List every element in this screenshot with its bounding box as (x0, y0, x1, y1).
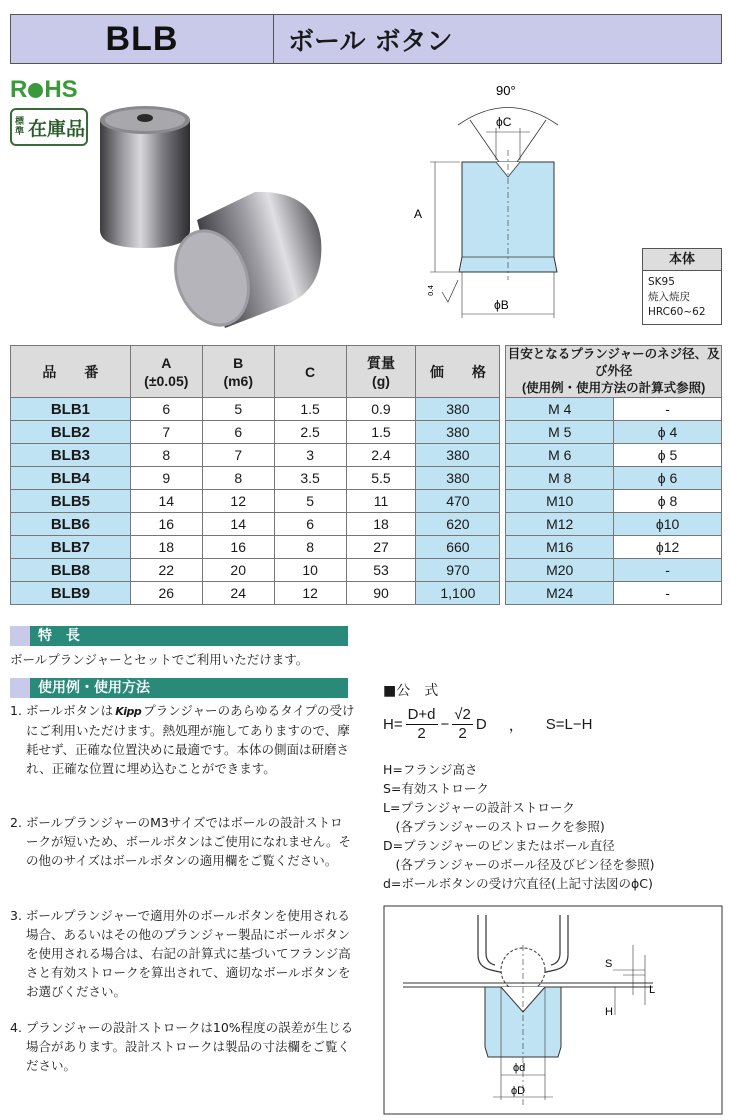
cell-mass: 27 (346, 536, 416, 559)
header-part: 品 番 (11, 346, 131, 398)
cell-a: 16 (130, 513, 202, 536)
b-dim-label: ϕB (494, 298, 509, 312)
cell-a: 18 (130, 536, 202, 559)
rohs-logo: R HS (10, 76, 78, 103)
cell-c: 10 (274, 559, 346, 582)
product-name: ボール ボタン (274, 15, 721, 63)
cell-part: BLB3 (11, 444, 131, 467)
cell-b: 16 (202, 536, 274, 559)
cell-b: 8 (202, 467, 274, 490)
features-text: ボールプランジャーとセットでご利用いただけます。 (10, 652, 309, 667)
dimension-drawing (400, 80, 600, 330)
cell-b: 6 (202, 421, 274, 444)
cell-pin: - (614, 582, 722, 605)
cell-c: 5 (274, 490, 346, 513)
h-label: H (605, 1006, 613, 1018)
cell-pin: - (614, 559, 722, 582)
title-bar (10, 14, 722, 64)
cell-c: 8 (274, 536, 346, 559)
formula-title: ■公 式 (383, 683, 439, 699)
cell-pin: ϕ 8 (614, 490, 722, 513)
table-row (11, 444, 722, 467)
material-line: HRC60~62 (648, 306, 706, 318)
table-row (11, 421, 722, 444)
cell-part: BLB5 (11, 490, 131, 513)
header-plunger: 目安となるプランジャーのネジ径、及び外径 (使用例・使用方法の計算式参照) (506, 346, 722, 398)
cell-price: 380 (416, 444, 500, 467)
product-code: BLB (11, 15, 274, 63)
material-line: SK95 (648, 276, 675, 288)
a-dim-label: A (414, 207, 423, 221)
usage-heading: 使用例・使用方法 (10, 678, 348, 698)
cell-b: 12 (202, 490, 274, 513)
material-header: 本体 (643, 249, 721, 271)
cell-a: 8 (130, 444, 202, 467)
cell-b: 14 (202, 513, 274, 536)
cell-a: 7 (130, 421, 202, 444)
cell-mass: 0.9 (346, 398, 416, 421)
cell-part: BLB6 (11, 513, 131, 536)
cell-pin: ϕ 4 (614, 421, 722, 444)
header-a: A (±0.05) (130, 346, 202, 398)
cell-thread: M 8 (506, 467, 614, 490)
usage-item-3: 3. ボールプランジャーで適用外のボールボタンを使用される場合、あるいはその他のプランジャー製品にボールボタンを使用される場合は、右記の計算式に基づいてフランジ高さと有効ストロークを算出されて、適切なボールボタンをお選びください。 (10, 908, 351, 999)
header-c: C (274, 346, 346, 398)
table-row (11, 582, 722, 605)
cell-price: 470 (416, 490, 500, 513)
features-heading: 特 長 (10, 626, 348, 646)
product-photo (85, 100, 345, 330)
usage-item-2: 2. ボールプランジャーのM3サイズではボールの設計ストロークが短いため、ボールボタンはご使用になれません。その他のサイズはボールボタンの適用欄をご覧ください。 (10, 815, 352, 868)
s-label: S (605, 958, 613, 970)
cell-b: 7 (202, 444, 274, 467)
table-row (11, 536, 722, 559)
cell-price: 380 (416, 467, 500, 490)
cell-thread: M 6 (506, 444, 614, 467)
kipp-logo-icon: Kipp (115, 705, 142, 718)
cell-b: 24 (202, 582, 274, 605)
cell-price: 620 (416, 513, 500, 536)
small-d-label: ϕd (513, 1062, 526, 1074)
cell-c: 6 (274, 513, 346, 536)
cell-price: 660 (416, 536, 500, 559)
cell-c: 1.5 (274, 398, 346, 421)
header-b: B (m6) (202, 346, 274, 398)
formula: H= $\frac{D+d}{2}$ − $\frac{√2}{2}$ D ， S=L−H (383, 706, 593, 742)
header-mass: 質量 (g) (346, 346, 416, 398)
cell-a: 6 (130, 398, 202, 421)
cell-b: 20 (202, 559, 274, 582)
cell-pin: ϕ 6 (614, 467, 722, 490)
assembly-diagram (383, 905, 723, 1115)
l-label: L (649, 984, 656, 996)
cell-a: 9 (130, 467, 202, 490)
cell-mass: 1.5 (346, 421, 416, 444)
cell-price: 970 (416, 559, 500, 582)
cell-part: BLB1 (11, 398, 131, 421)
cell-thread: M24 (506, 582, 614, 605)
cell-c: 12 (274, 582, 346, 605)
table-row (11, 398, 722, 421)
usage-item-4: 4. プランジャーの設計ストロークは10%程度の誤差が生じる場合があります。設計ストロークは製品の寸法欄をご覧ください。 (10, 1020, 354, 1073)
cell-a: 22 (130, 559, 202, 582)
big-d-label: ϕD (511, 1085, 526, 1097)
cell-price: 1,100 (416, 582, 500, 605)
cell-price: 380 (416, 421, 500, 444)
cell-mass: 11 (346, 490, 416, 513)
table-row (11, 467, 722, 490)
cell-c: 3 (274, 444, 346, 467)
cell-mass: 2.4 (346, 444, 416, 467)
roughness-label: 0.4 (427, 284, 435, 296)
cell-thread: M16 (506, 536, 614, 559)
cell-mass: 90 (346, 582, 416, 605)
cell-price: 380 (416, 398, 500, 421)
cell-part: BLB4 (11, 467, 131, 490)
table-row (11, 513, 722, 536)
cell-part: BLB8 (11, 559, 131, 582)
cell-thread: M12 (506, 513, 614, 536)
cell-thread: M 4 (506, 398, 614, 421)
cell-part: BLB9 (11, 582, 131, 605)
material-line: 焼入焼戻 (648, 291, 690, 303)
cell-mass: 53 (346, 559, 416, 582)
material-box (642, 248, 722, 325)
cell-b: 5 (202, 398, 274, 421)
cell-pin: ϕ10 (614, 513, 722, 536)
cell-pin: ϕ12 (614, 536, 722, 559)
formula-definitions: H=フランジ高さ S=有効ストローク L=プランジャーの設計ストローク (各プランジャーのストロークを参照) D=プランジャーのピンまたはボール直径 (各プランジャーのボール径及びピン径を参照) d=ボールボタンの受け穴直径(上記寸法図のϕC) (383, 762, 655, 891)
cell-pin: - (614, 398, 722, 421)
cell-thread: M20 (506, 559, 614, 582)
cell-part: BLB7 (11, 536, 131, 559)
cell-part: BLB2 (11, 421, 131, 444)
stock-badge-small: 標準 (15, 117, 25, 137)
cell-thread: M 5 (506, 421, 614, 444)
angle-label: 90° (496, 83, 516, 98)
cell-pin: ϕ 5 (614, 444, 722, 467)
stock-badge-label: 在庫品 (28, 117, 86, 140)
cell-c: 2.5 (274, 421, 346, 444)
cell-c: 3.5 (274, 467, 346, 490)
cell-mass: 18 (346, 513, 416, 536)
usage-item-1: 1. ボールボタンは Kipp プランジャーのあらゆるタイプの受けにご利用いただけます。熱処理が施してありますので、摩耗せず、正確な位置決めに最適です。本体の側面は研磨され、正確な位置に埋め込むことができます。 (10, 703, 355, 776)
stock-badge (10, 108, 88, 146)
table-row (11, 559, 722, 582)
table-row (11, 490, 722, 513)
c-dim-label: ϕC (496, 115, 512, 129)
cell-a: 14 (130, 490, 202, 513)
spec-table (10, 345, 722, 605)
cell-a: 26 (130, 582, 202, 605)
cell-thread: M10 (506, 490, 614, 513)
cell-mass: 5.5 (346, 467, 416, 490)
header-price: 価 格 (416, 346, 500, 398)
